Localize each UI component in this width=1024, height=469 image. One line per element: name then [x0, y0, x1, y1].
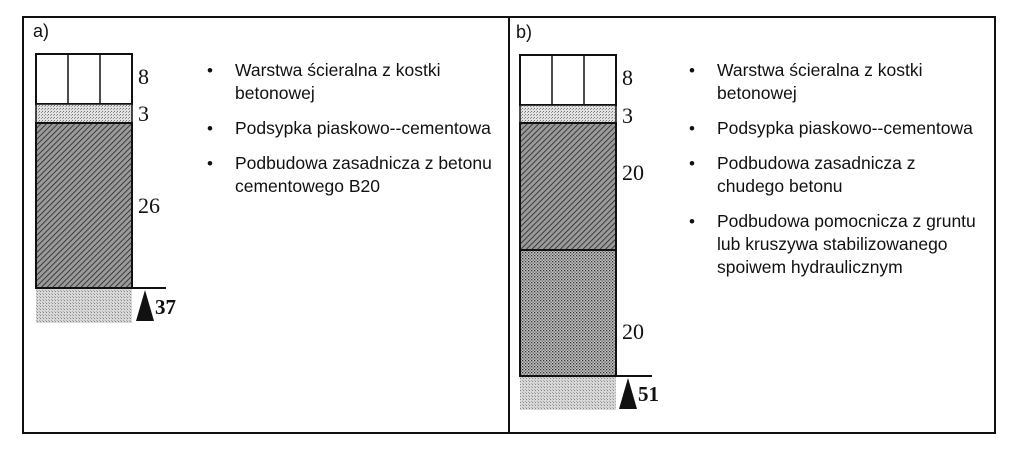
total-marker-a-icon	[136, 290, 154, 321]
thickness-a-surface: 8	[138, 64, 149, 89]
subgrade-a	[36, 288, 132, 323]
layer-a-surface	[36, 54, 132, 104]
layer-a-base	[36, 123, 132, 288]
total-thickness-b: 51	[638, 382, 659, 406]
legend-item-a-base: • Podbudowa zasadnicza z betonu cementowego B20	[204, 152, 504, 198]
panel-label-b: b)	[516, 22, 533, 42]
legend-item-b-subbase: • Podbudowa pomocnicza z gruntu lub kruszywa stabilizowanego spoiwem hydraulicznym	[686, 210, 976, 279]
layer-b-surface	[520, 55, 616, 105]
thickness-a-bedding: 3	[138, 101, 149, 126]
legend-a	[204, 59, 504, 210]
layer-b-bedding	[520, 105, 616, 123]
cross-section-a	[36, 54, 166, 323]
subgrade-b	[520, 376, 616, 410]
total-marker-b-icon	[619, 378, 637, 409]
legend-item-a-surface: • Warstwa ścieralna z kostki betonowej	[204, 59, 504, 105]
legend-item-b-surface: • Warstwa ścieralna z kostki betonowej	[686, 59, 976, 105]
thickness-b-surface: 8	[622, 65, 633, 90]
layer-b-subbase	[520, 250, 616, 376]
legend-b	[686, 59, 976, 291]
legend-item-b-base: • Podbudowa zasadnicza z chudego betonu	[686, 152, 976, 198]
total-thickness-a: 37	[155, 295, 176, 319]
thickness-a-base: 26	[138, 193, 160, 218]
panel-label-a: a)	[33, 21, 50, 41]
thickness-b-subbase: 20	[622, 319, 644, 344]
legend-item-a-bedding: • Podsypka piaskowo--cementowa	[204, 117, 504, 140]
thickness-b-bedding: 3	[622, 103, 633, 128]
legend-item-b-bedding: • Podsypka piaskowo--cementowa	[686, 117, 976, 140]
thickness-b-base: 20	[622, 160, 644, 185]
layer-a-bedding	[36, 104, 132, 123]
layer-b-base	[520, 123, 616, 250]
